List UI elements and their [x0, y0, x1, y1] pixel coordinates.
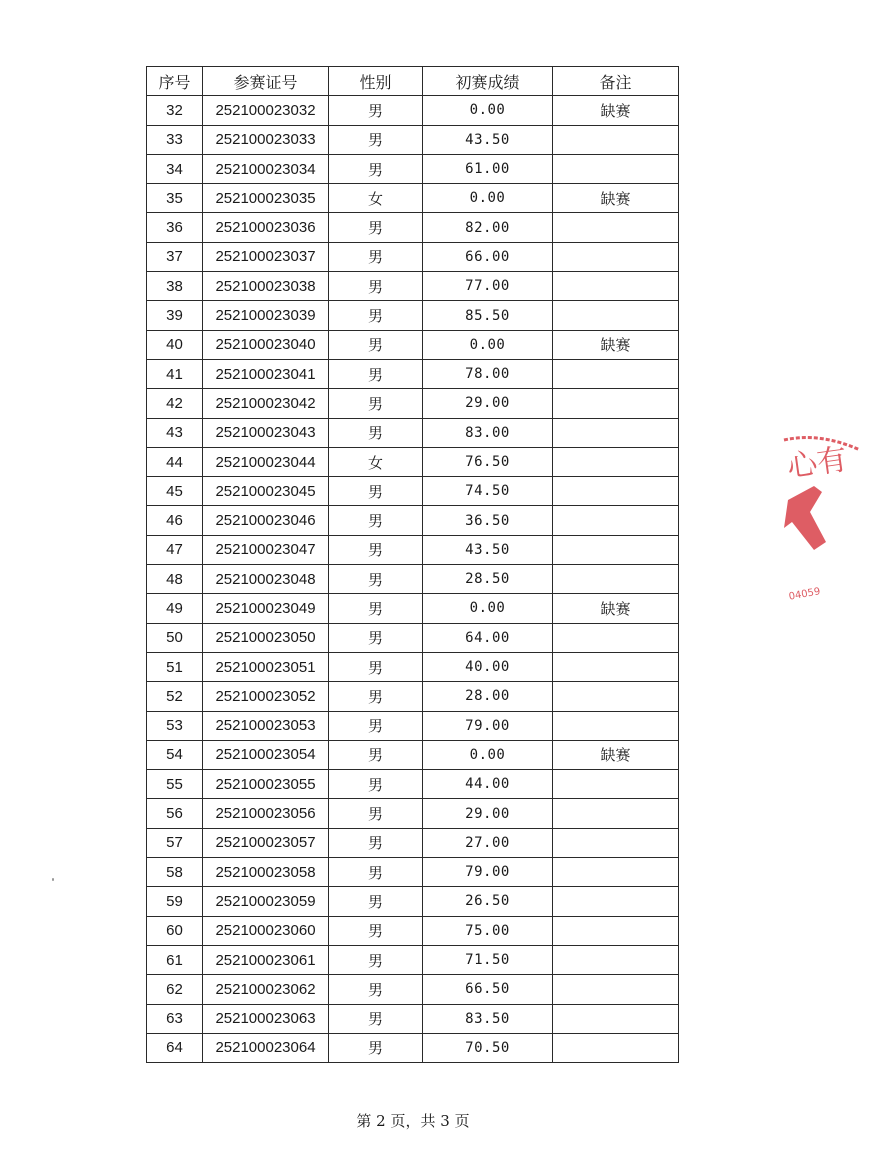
cell-score: 40.00 — [423, 652, 553, 681]
cell-id: 252100023063 — [203, 1004, 329, 1033]
cell-score: 66.00 — [423, 242, 553, 271]
header-seq: 序号 — [147, 67, 203, 96]
cell-seq: 58 — [147, 858, 203, 887]
cell-id: 252100023044 — [203, 447, 329, 476]
cell-gender: 男 — [329, 418, 423, 447]
cell-gender: 男 — [329, 565, 423, 594]
table-row — [147, 1004, 679, 1033]
table-row — [147, 330, 679, 359]
cell-seq: 38 — [147, 272, 203, 301]
cell-note: 缺赛 — [553, 184, 679, 213]
table-row — [147, 682, 679, 711]
cell-id: 252100023045 — [203, 477, 329, 506]
cell-score: 43.50 — [423, 125, 553, 154]
cell-id: 252100023048 — [203, 565, 329, 594]
table-row — [147, 623, 679, 652]
cell-note — [553, 359, 679, 388]
cell-note — [553, 916, 679, 945]
official-seal-stamp — [770, 430, 890, 610]
cell-note — [553, 447, 679, 476]
cell-gender: 男 — [329, 945, 423, 974]
cell-id: 252100023047 — [203, 535, 329, 564]
cell-note — [553, 301, 679, 330]
cell-score: 83.00 — [423, 418, 553, 447]
cell-seq: 48 — [147, 565, 203, 594]
cell-note: 缺赛 — [553, 96, 679, 125]
cell-note: 缺赛 — [553, 740, 679, 769]
cell-gender: 男 — [329, 506, 423, 535]
cell-gender: 女 — [329, 447, 423, 476]
cell-score: 28.00 — [423, 682, 553, 711]
cell-id: 252100023062 — [203, 975, 329, 1004]
cell-note — [553, 154, 679, 183]
cell-score: 0.00 — [423, 330, 553, 359]
cell-seq: 53 — [147, 711, 203, 740]
cell-id: 252100023058 — [203, 858, 329, 887]
cell-score: 70.50 — [423, 1033, 553, 1062]
cell-gender: 男 — [329, 770, 423, 799]
cell-seq: 34 — [147, 154, 203, 183]
header-row — [147, 67, 679, 96]
cell-score: 27.00 — [423, 828, 553, 857]
cell-note — [553, 828, 679, 857]
cell-gender: 男 — [329, 916, 423, 945]
svg-text:04059: 04059 — [787, 586, 822, 603]
cell-score: 64.00 — [423, 623, 553, 652]
cell-score: 71.50 — [423, 945, 553, 974]
cell-seq: 42 — [147, 389, 203, 418]
cell-seq: 36 — [147, 213, 203, 242]
cell-id: 252100023050 — [203, 623, 329, 652]
cell-gender: 男 — [329, 242, 423, 271]
cell-seq: 60 — [147, 916, 203, 945]
cell-id: 252100023054 — [203, 740, 329, 769]
cell-gender: 男 — [329, 154, 423, 183]
cell-note — [553, 213, 679, 242]
cell-note — [553, 506, 679, 535]
score-table — [146, 66, 679, 1063]
table-row — [147, 1033, 679, 1062]
cell-score: 66.50 — [423, 975, 553, 1004]
cell-seq: 51 — [147, 652, 203, 681]
cell-note — [553, 272, 679, 301]
cell-gender: 男 — [329, 477, 423, 506]
cell-seq: 63 — [147, 1004, 203, 1033]
table-row — [147, 447, 679, 476]
cell-id: 252100023056 — [203, 799, 329, 828]
cell-id: 252100023039 — [203, 301, 329, 330]
cell-score: 0.00 — [423, 96, 553, 125]
cell-score: 29.00 — [423, 389, 553, 418]
table-row — [147, 418, 679, 447]
cell-id: 252100023042 — [203, 389, 329, 418]
cell-id: 252100023035 — [203, 184, 329, 213]
cell-gender: 男 — [329, 1004, 423, 1033]
cell-score: 0.00 — [423, 740, 553, 769]
table-row — [147, 858, 679, 887]
table-row — [147, 301, 679, 330]
table-row — [147, 887, 679, 916]
cell-seq: 61 — [147, 945, 203, 974]
table-row — [147, 565, 679, 594]
cell-note — [553, 477, 679, 506]
cell-seq: 55 — [147, 770, 203, 799]
cell-note — [553, 682, 679, 711]
cell-seq: 40 — [147, 330, 203, 359]
cell-id: 252100023033 — [203, 125, 329, 154]
svg-text:心有: 心有 — [785, 441, 850, 485]
table-header — [147, 67, 679, 96]
cell-seq: 56 — [147, 799, 203, 828]
cell-gender: 男 — [329, 330, 423, 359]
header-gender: 性别 — [329, 67, 423, 96]
table-row — [147, 770, 679, 799]
cell-note — [553, 565, 679, 594]
cell-gender: 男 — [329, 975, 423, 1004]
cell-gender: 男 — [329, 213, 423, 242]
cell-gender: 男 — [329, 682, 423, 711]
cell-note — [553, 770, 679, 799]
cell-note — [553, 652, 679, 681]
cell-gender: 男 — [329, 1033, 423, 1062]
cell-note — [553, 242, 679, 271]
cell-seq: 59 — [147, 887, 203, 916]
cell-score: 29.00 — [423, 799, 553, 828]
cell-id: 252100023034 — [203, 154, 329, 183]
cell-gender: 男 — [329, 652, 423, 681]
cell-id: 252100023036 — [203, 213, 329, 242]
cell-seq: 33 — [147, 125, 203, 154]
header-id: 参赛证号 — [203, 67, 329, 96]
header-score: 初赛成绩 — [423, 67, 553, 96]
cell-score: 43.50 — [423, 535, 553, 564]
cell-gender: 男 — [329, 828, 423, 857]
table-row — [147, 242, 679, 271]
cell-seq: 32 — [147, 96, 203, 125]
cell-note — [553, 887, 679, 916]
table-row — [147, 272, 679, 301]
cell-id: 252100023037 — [203, 242, 329, 271]
cell-note — [553, 389, 679, 418]
cell-id: 252100023049 — [203, 594, 329, 623]
cell-seq: 35 — [147, 184, 203, 213]
cell-id: 252100023040 — [203, 330, 329, 359]
cell-score: 0.00 — [423, 594, 553, 623]
cell-id: 252100023041 — [203, 359, 329, 388]
table-row — [147, 184, 679, 213]
cell-seq: 49 — [147, 594, 203, 623]
cell-note — [553, 858, 679, 887]
cell-id: 252100023060 — [203, 916, 329, 945]
table-row — [147, 594, 679, 623]
cell-gender: 男 — [329, 535, 423, 564]
table-row — [147, 535, 679, 564]
cell-seq: 47 — [147, 535, 203, 564]
cell-seq: 50 — [147, 623, 203, 652]
cell-seq: 46 — [147, 506, 203, 535]
cell-score: 61.00 — [423, 154, 553, 183]
cell-gender: 男 — [329, 594, 423, 623]
cell-score: 36.50 — [423, 506, 553, 535]
cell-id: 252100023053 — [203, 711, 329, 740]
cell-note — [553, 623, 679, 652]
cell-score: 79.00 — [423, 711, 553, 740]
table-row — [147, 477, 679, 506]
cell-seq: 43 — [147, 418, 203, 447]
scan-speck — [52, 878, 54, 881]
cell-gender: 男 — [329, 799, 423, 828]
cell-score: 82.00 — [423, 213, 553, 242]
table-row — [147, 125, 679, 154]
cell-note — [553, 1004, 679, 1033]
cell-id: 252100023046 — [203, 506, 329, 535]
cell-gender: 女 — [329, 184, 423, 213]
table-row — [147, 945, 679, 974]
cell-id: 252100023051 — [203, 652, 329, 681]
table-row — [147, 652, 679, 681]
cell-gender: 男 — [329, 389, 423, 418]
cell-gender: 男 — [329, 740, 423, 769]
table-row — [147, 96, 679, 125]
cell-id: 252100023061 — [203, 945, 329, 974]
cell-seq: 57 — [147, 828, 203, 857]
cell-seq: 44 — [147, 447, 203, 476]
cell-note — [553, 125, 679, 154]
cell-score: 77.00 — [423, 272, 553, 301]
cell-note — [553, 418, 679, 447]
cell-id: 252100023038 — [203, 272, 329, 301]
table-row — [147, 389, 679, 418]
cell-seq: 54 — [147, 740, 203, 769]
header-note: 备注 — [553, 67, 679, 96]
cell-id: 252100023055 — [203, 770, 329, 799]
cell-id: 252100023059 — [203, 887, 329, 916]
cell-score: 75.00 — [423, 916, 553, 945]
cell-id: 252100023064 — [203, 1033, 329, 1062]
cell-score: 79.00 — [423, 858, 553, 887]
cell-seq: 62 — [147, 975, 203, 1004]
page-number: 第 2 页，共 3 页 — [356, 1112, 470, 1130]
cell-gender: 男 — [329, 96, 423, 125]
table-row — [147, 154, 679, 183]
cell-note — [553, 945, 679, 974]
cell-score: 0.00 — [423, 184, 553, 213]
cell-seq: 37 — [147, 242, 203, 271]
cell-seq: 39 — [147, 301, 203, 330]
cell-note — [553, 711, 679, 740]
cell-seq: 45 — [147, 477, 203, 506]
cell-gender: 男 — [329, 272, 423, 301]
cell-score: 28.50 — [423, 565, 553, 594]
cell-score: 85.50 — [423, 301, 553, 330]
cell-note: 缺赛 — [553, 330, 679, 359]
cell-note — [553, 535, 679, 564]
cell-note — [553, 1033, 679, 1062]
cell-id: 252100023052 — [203, 682, 329, 711]
cell-gender: 男 — [329, 887, 423, 916]
table-row — [147, 975, 679, 1004]
cell-gender: 男 — [329, 359, 423, 388]
cell-score: 26.50 — [423, 887, 553, 916]
cell-note: 缺赛 — [553, 594, 679, 623]
cell-note — [553, 975, 679, 1004]
table-row — [147, 506, 679, 535]
table-row — [147, 711, 679, 740]
table-row — [147, 799, 679, 828]
table-body — [147, 96, 679, 1063]
cell-gender: 男 — [329, 858, 423, 887]
cell-id: 252100023057 — [203, 828, 329, 857]
cell-seq: 41 — [147, 359, 203, 388]
cell-score: 44.00 — [423, 770, 553, 799]
table-row — [147, 213, 679, 242]
table-row — [147, 916, 679, 945]
cell-gender: 男 — [329, 711, 423, 740]
cell-gender: 男 — [329, 125, 423, 154]
cell-score: 83.50 — [423, 1004, 553, 1033]
table-row — [147, 740, 679, 769]
cell-score: 78.00 — [423, 359, 553, 388]
cell-id: 252100023032 — [203, 96, 329, 125]
cell-gender: 男 — [329, 623, 423, 652]
cell-seq: 64 — [147, 1033, 203, 1062]
cell-score: 76.50 — [423, 447, 553, 476]
cell-id: 252100023043 — [203, 418, 329, 447]
cell-note — [553, 799, 679, 828]
cell-seq: 52 — [147, 682, 203, 711]
table-row — [147, 828, 679, 857]
cell-score: 74.50 — [423, 477, 553, 506]
table-row — [147, 359, 679, 388]
cell-gender: 男 — [329, 301, 423, 330]
